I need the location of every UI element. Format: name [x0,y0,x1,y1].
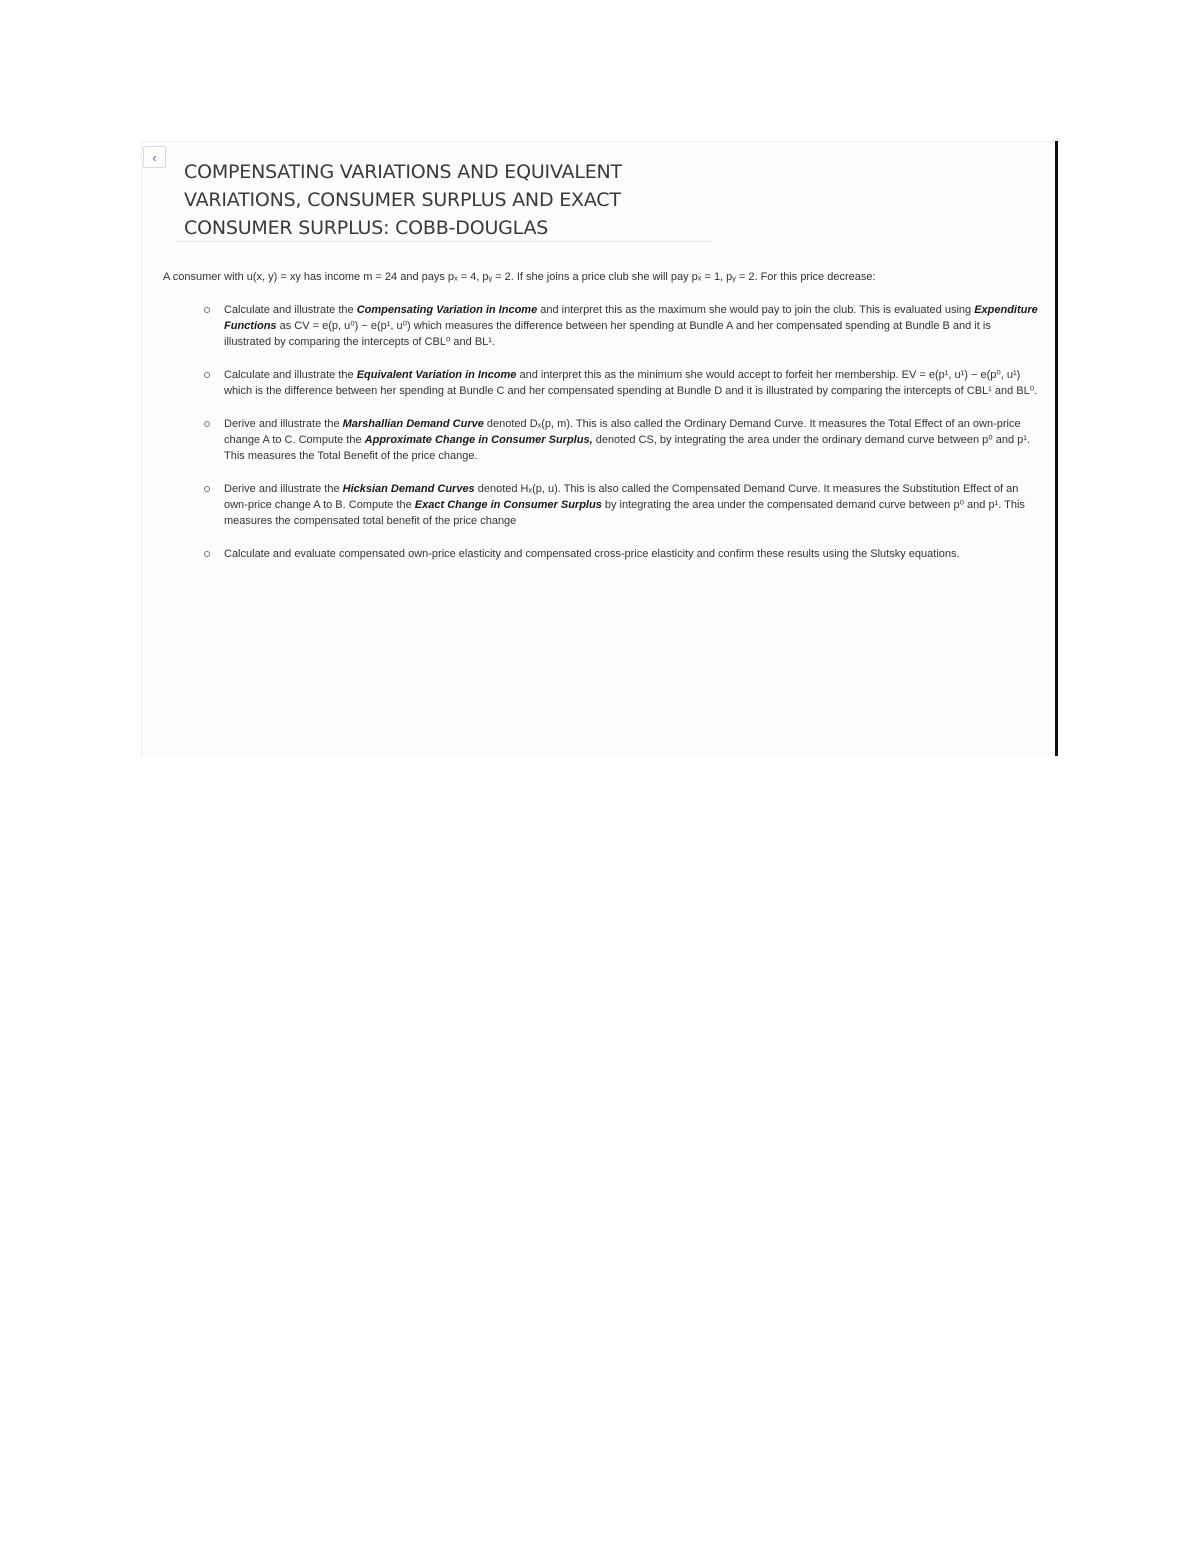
task-text: by integrating the area under the compensated demand curve between p⁰ and p¹. This measures the compensated total benefit of the price change [224,499,1025,527]
list-item [200,481,1040,529]
task-emphasis: Expenditure Functions [224,304,1038,332]
page-title: COMPENSATING VARIATIONS AND EQUIVALENT VARIATIONS, CONSUMER SURPLUS AND EXACT CONSUMER SURPLUS: COBB-DOUGLAS [184,161,622,239]
task-emphasis: Exact Change in Consumer Surplus [414,499,602,511]
task-text: Calculate and illustrate the [224,369,357,381]
list-item [200,546,1040,562]
bullet-circle-icon [204,307,210,313]
problem-intro: A consumer with u(x, y) = xy has income m = 24 and pays pₓ = 4, pᵧ = 2. If she joins a price club she will pay pₓ = 1, pᵧ = 2. For this price decrease: [163,271,876,283]
task-text: Calculate and evaluate compensated own-price elasticity and compensated cross-price elasticity and confirm these results using the Slutsky equations. [224,548,960,560]
task-emphasis: Marshallian Demand Curve [342,418,484,430]
task-text: and interpret this as the minimum she would accept to forfeit her membership. EV = e(p¹, u¹) − e(p⁰, u¹) which is the difference between her spending at Bundle C and her compensated spending at Bundle D and it is illustrated by comparing the intercepts of CBL¹ and BL⁰. [224,369,1038,397]
task-list [200,302,1040,579]
chevron-left-icon: ‹ [152,149,157,165]
back-button[interactable] [143,146,166,168]
bullet-circle-icon [204,372,210,378]
title-divider [176,241,712,242]
task-text: denoted CS, by integrating the area under the ordinary demand curve between p⁰ and p¹. This measures the Total Benefit of the price change. [224,434,1030,462]
list-item [200,367,1040,399]
task-emphasis: Approximate Change in Consumer Surplus, [364,434,593,446]
task-text: and interpret this as the maximum she would pay to join the club. This is evaluated using [537,304,975,316]
task-text: Derive and illustrate the [224,418,343,430]
bullet-circle-icon [204,421,210,427]
task-text: denoted Dₓ(p, m). This is also called the Ordinary Demand Curve. It measures the Total Effect of an own-price change A to C. Compute the [224,418,1021,446]
list-item [200,416,1040,464]
task-emphasis: Compensating Variation in Income [356,304,538,316]
task-text: denoted Hₓ(p, u). This is also called the Compensated Demand Curve. It measures the Substitution Effect of an own-price change A to B. Compute the [224,483,1019,511]
right-border-rule [1055,141,1058,756]
bullet-circle-icon [204,486,210,492]
task-text: Calculate and illustrate the [224,304,357,316]
task-emphasis: Hicksian Demand Curves [342,483,475,495]
list-item [200,302,1040,350]
task-text: Derive and illustrate the [224,483,343,495]
task-text: as CV = e(p, u⁰) − e(p¹, u⁰) which measures the difference between her spending at Bundle A and her compensated spending at Bundle B and it is illustrated by comparing the intercepts of CBL⁰ and BL¹. [224,320,991,348]
bullet-circle-icon [204,551,210,557]
task-emphasis: Equivalent Variation in Income [356,369,517,381]
